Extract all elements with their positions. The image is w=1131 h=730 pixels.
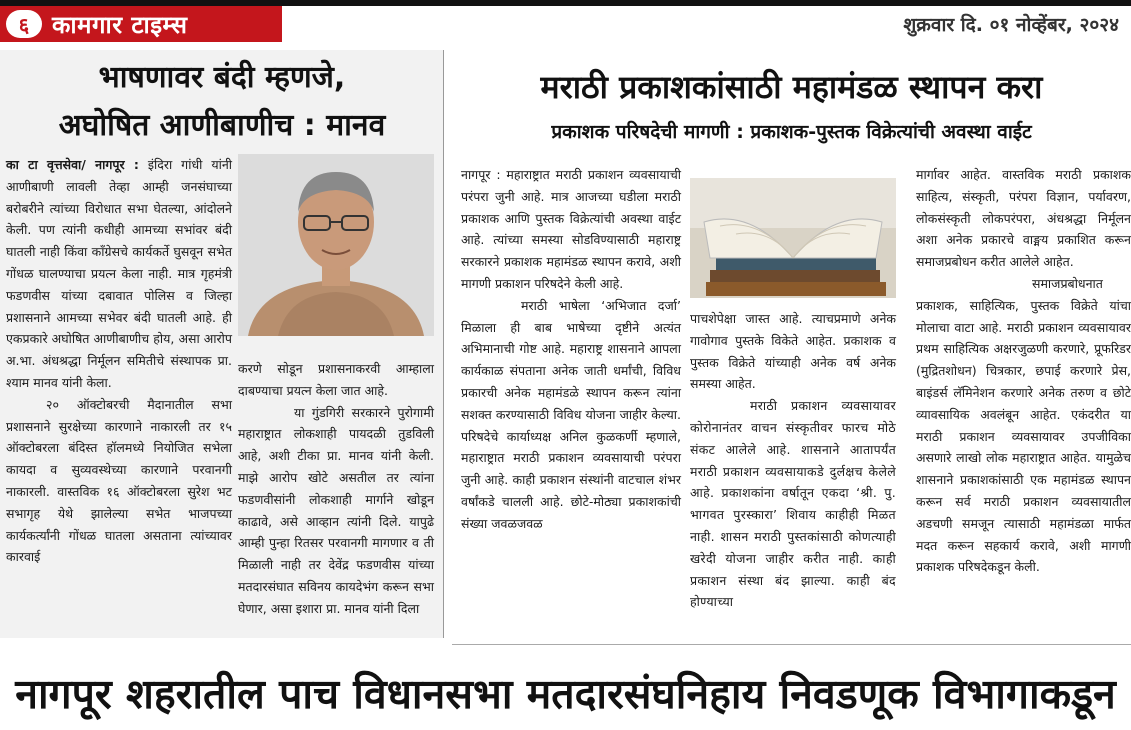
right-headline: मराठी प्रकाशकांसाठी महामंडळ स्थापन करा [540,68,1043,106]
right-article-col3-para1: मार्गावर आहेत. वास्तविक मराठी प्रकाशक साहित्य, संस्कृती, परंपरा विज्ञान, पर्यावरण, लोकसंस्कृती लोकपरंपरा, अंधश्रद्धा निर्मूलन अशा अनेक प्रकारचे वाङ्मय प्रकाशित करून समाजप्रबोधन करीत आलेले आहेत. [916,167,1131,270]
open-book-photo [690,178,896,298]
paper-logo-box [0,6,282,42]
left-headline-line2: अघोषित आणीबाणीच : मानव [58,108,386,143]
issue-date: शुक्रवार दि. ०१ नोव्हेंबर, २०२४ [903,14,1119,36]
bottom-headline: नागपूर शहरातील पाच विधानसभा मतदारसंघनिहाय निवडणूक विभागाकडून [15,670,1116,718]
left-article-lead [6,154,232,394]
right-article-col3 [916,164,1131,578]
right-subheadline: प्रकाशक परिषदेची मागणी : प्रकाशक-पुस्तक विक्रेत्यांची अवस्था वाईट [551,121,1032,143]
left-article-box [0,50,444,638]
right-article-para2: मराठी भाषेला ‘अभिजात दर्जा’ मिळाला ही बाब भाषेच्या दृष्टीने अत्यंत अभिमानाची गोष्ट आहे. महाराष्ट्र शासनाने आपला कार्यकाळ संपताना अनेक जाती धर्मांची, विविध प्रकारची अनेक महामंडळे स्थापन करून त्यांना सशक्त करण्यासाठी विविध योजना जाहीर केल्या. परिषदेचे कार्याध्यक्ष अनिल कुळकर्णी म्हणाले, महाराष्ट्रात मराठी प्रकाशन व्यवसायाची परंपरा जुनी आहे. काही प्रकाशन संस्थांनी वाटचाल शंभर वर्षांकडे चालली आहे. छोटे-मोठ्या प्रकाशकांची संख्या जवळजवळ [461,297,681,531]
right-article-col3-para2: समाजप्रबोधनात प्रकाशक, साहित्यिक, पुस्तक विक्रेते यांचा मोलाचा वाटा आहे. मराठी प्रकाशन व्यवसायावर प्रथम साहित्यिक अक्षरजुळणी करणारे, प्रूफरिडर (मुद्रितशोधन) चित्रकार, छपाई करणारे प्रेस, बाइंडर्स लॅमिनेशन करणारे अनेक तरुण व छोटे व्यावसायिक अवलंबून आहेत. एकंदरीत या मराठी प्रकाशन व्यवसायावर उपजीविका असणारे लाखो लोक महाराष्ट्रात आहेत. यामुळेच शासनाने प्रकाशकांसाठी एक महामंडळ स्थापन करून सर्व मराठी प्रकाशन व्यवसायातील अडचणी समजून त्यासाठी महामंडळा मार्फत मदत करून सहकार्य करावे, अशी मागणी प्रकाशक परिषदेकडून केली. [916,275,1131,575]
left-article-col1 [6,154,232,568]
paper-name: कामगार टाइम्स [52,10,188,39]
left-article-col2-para2: या गुंडगिरी सरकारने पुरोगामी महाराष्ट्रात लोकशाही पायदळी तुडविली आहे, अशी टीका प्रा. मानव यांनी केली. माझे आरोप खोटे असतील तर त्यांना फडणवीसांनी लोकशाही मार्गाने खोडून काढावे, असे आव्हान त्यांनी दिले. यापुढे आम्ही पुन्हा रितसर परवानगी मागणार व ती मिळाली नाही तर देवेंद्र फडणवीस यांच्या मतदारसंघात सविनय कायदेभंग करून सभा घेणार, असा इशारा प्रा. मानव यांनी दिला [238,404,434,616]
left-article-dateline: का टा वृत्तसेवा/ नागपूर : [6,157,139,172]
page-number: ६ [6,10,42,38]
left-article-lead-text: इंदिरा गांधी यांनी आणीबाणी लावली तेव्हा आम्ही जनसंघाच्या बरोबरीने त्यांच्या विरोधात सभा घेतल्या, आंदोलने केली. पण त्यांनी कधीही आमच्या सभांवर बंदी घातली नाही किंवा काँग्रेसचे कार्यकर्ते घुसवून सभेत गोंधळ घालण्याचा प्रयत्न केला नाही. मात्र गृहमंत्री फडणवीस यांच्या दबावात पोलिस व जिल्हा प्रशासनाने आमच्या सभेवर बंदी घातली आहे. ही एकप्रकारे अघोषित आणीबाणीच होय, असा आरोप अ.भा. अंधश्रद्धा निर्मूलन समितीचे संस्थापक प्रा. श्याम मानव यांनी केला. [6,157,233,390]
section-divider [452,644,1131,645]
portrait-photo [238,154,434,336]
left-article-para2: २० ऑक्टोबरची मैदानातील सभा प्रशासनाने सुरक्षेच्या कारणाने नाकारली तर १५ ऑक्टोबरला बंदिस्त हॉलमध्ये नियोजित सभेला कायदा व सुव्यवस्थेच्या कारणाने परवानगी नाकारली. वास्तविक १६ ऑक्टोबरला सुरेश भट सभागृह येथे झालेल्या सभेत भाजपच्या कार्यकर्त्यांनी गोंधळ घातला असताना त्यांच्यावर कारवाई [6,396,232,565]
masthead [0,6,1131,42]
left-headline-line1: भाषणावर बंदी म्हणजे, [98,60,346,95]
right-article-para1: नागपूर : महाराष्ट्रात मराठी प्रकाशन व्यवसायाची परंपरा जुनी आहे. मात्र आजच्या घडीला मराठी प्रकाशक आणि पुस्तक विक्रेत्यांची अवस्था वाईट आहे. त्यांच्या समस्या सोडविण्यासाठी महाराष्ट्र सरकारने प्रकाशक महामंडळ स्थापन करावे, अशी मागणी प्रकाशन परिषदेने केली आहे. [461,167,681,291]
right-article-col1 [461,164,681,535]
left-article-col2-para1: करणे सोडून प्रशासनाकरवी आम्हाला दाबण्याचा प्रयत्न केला जात आहे. [238,361,434,398]
left-article-col2 [238,358,434,620]
right-article-col2 [690,308,896,613]
right-article-col2-para1: पाचशेपेक्षा जास्त आहे. त्याचप्रमाणे अनेक गावोगाव पुस्तके विकेते आहेत. प्रकाशक व पुस्तक विक्रेते यांच्याही अनेक वर्ष अनेक समस्या आहेत. [690,311,896,392]
right-article-col2-para2: मराठी प्रकाशन व्यवसायावर कोरोनानंतर वाचन संस्कृतीवर फारच मोठे संकट आलेले आहे. शासनाने आतापर्यंत मराठी प्रकाशन व्यवसायाकडे दुर्लक्षच केलेले आहे. प्रकाशकांना वर्षातून एकदा ‘श्री. पु. भागवत पुरस्कारा’ शिवाय काहीही मिळत नाही. शासन मराठी पुस्तकांसाठी कोणत्याही खरेदी योजना जाहीर करीत नाही. काही प्रकाशन संस्था बंद झाल्या. काही बंद होण्याच्या [690,398,896,610]
